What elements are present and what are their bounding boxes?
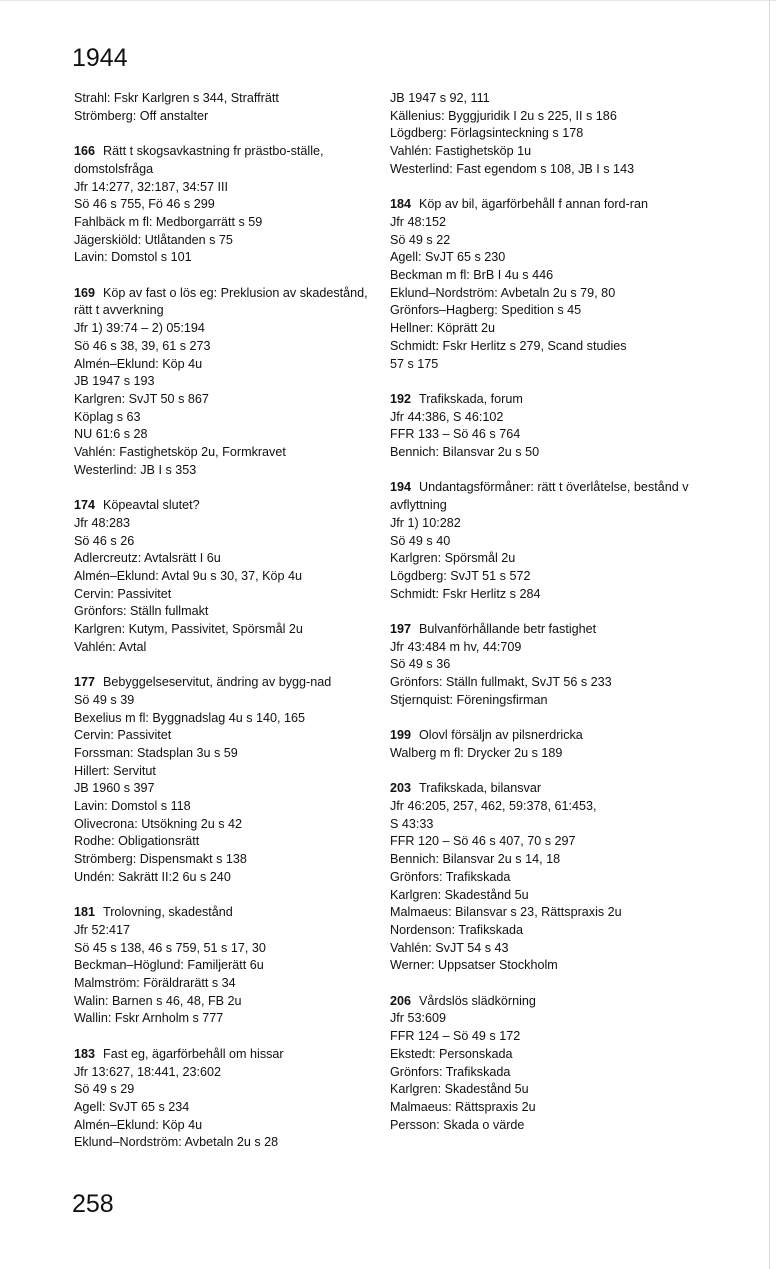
reference-line: Olivecrona: Utsökning 2u s 42 <box>74 816 243 831</box>
reference-line: Werner: Uppsatser Stockholm <box>390 958 558 973</box>
case-title: Köp av fast o lös eg: Preklusion av skadestånd, rätt t avverkning <box>74 285 368 318</box>
reference-line: Sö 45 s 138, 46 s 759, 51 s 17, 30 <box>74 940 266 955</box>
case-entry <box>74 497 374 656</box>
reference-line: Sö 46 s 755, Fö 46 s 299 <box>74 197 215 212</box>
reference-line: Cervin: Passivitet <box>74 586 172 601</box>
reference-line: Agell: SvJT 65 s 230 <box>390 250 506 265</box>
case-title: Rätt t skogsavkastning fr prästbo-ställe, domstolsfråga <box>74 144 324 176</box>
reference-line: Westerlind: JB I s 353 <box>74 462 197 477</box>
case-title: Undantagsförmåner: rätt t överlåtelse, bestånd v avflyttning <box>390 480 689 513</box>
reference-line: Grönfors–Hagberg: Spedition s 45 <box>390 303 582 318</box>
page-right-edge <box>769 0 770 1269</box>
reference-line: Karlgren: Spörsmål 2u <box>390 551 516 566</box>
reference-line: Vahlén: Avtal <box>74 639 147 654</box>
case-number: 169 <box>74 285 96 300</box>
reference-line: Jfr 1) 10:282 <box>390 515 461 530</box>
right-column <box>390 90 705 1152</box>
case-heading <box>390 727 705 745</box>
reference-line: Jfr 48:283 <box>74 515 131 530</box>
case-heading <box>74 1046 374 1064</box>
reference-line: Wallin: Fskr Arnholm s 777 <box>74 1011 224 1026</box>
reference-line: Lögdberg: Förlagsinteckning s 178 <box>390 126 584 141</box>
reference-line: Strahl: Fskr Karlgren s 344, Straffrätt <box>74 91 279 105</box>
reference-line: Walin: Barnen s 46, 48, FB 2u <box>74 993 242 1008</box>
reference-line: Stjernquist: Föreningsfirman <box>390 692 548 707</box>
reference-line: Karlgren: SvJT 50 s 867 <box>74 391 209 406</box>
case-number: 166 <box>74 144 96 159</box>
reference-line: Almén–Eklund: Köp 4u <box>74 356 203 371</box>
reference-line: Beckman m fl: BrB I 4u s 446 <box>390 268 554 283</box>
reference-line: Karlgren: Skadestånd 5u <box>390 1082 529 1097</box>
reference-line: Sö 49 s 40 <box>390 533 451 548</box>
page-number: 258 <box>72 1190 114 1218</box>
reference-line: Walberg m fl: Drycker 2u s 189 <box>390 745 563 760</box>
reference-line: Lögdberg: SvJT 51 s 572 <box>390 568 531 583</box>
reference-line: Westerlind: Fast egendom s 108, JB I s 143 <box>390 161 635 176</box>
reference-line: Jfr 13:627, 18:441, 23:602 <box>74 1064 222 1079</box>
case-heading <box>74 904 374 922</box>
case-heading <box>74 285 374 320</box>
reference-line: Malmaeus: Rättspraxis 2u <box>390 1099 536 1114</box>
reference-line: Nordenson: Trafikskada <box>390 922 524 937</box>
left-column <box>74 90 374 1170</box>
reference-line: Strömberg: Dispensmakt s 138 <box>74 852 247 867</box>
reference-line: FFR 120 – Sö 46 s 407, 70 s 297 <box>390 834 576 849</box>
case-heading <box>390 993 705 1011</box>
case-title: Trafikskada, bilansvar <box>419 781 542 796</box>
reference-line: Almén–Eklund: Köp 4u <box>74 1117 203 1132</box>
case-heading <box>390 621 705 639</box>
reference-line: Jfr 48:152 <box>390 214 447 229</box>
reference-line: Almén–Eklund: Avtal 9u s 30, 37, Köp 4u <box>74 568 303 583</box>
case-entry <box>74 904 374 1028</box>
reference-line: Vahlén: Fastighetsköp 1u <box>390 144 532 159</box>
reference-line: Källenius: Byggjuridik I 2u s 225, II s 186 <box>390 108 617 123</box>
reference-line: Schmidt: Fskr Herlitz s 284 <box>390 586 541 601</box>
reference-line: Strömberg: Off anstalter <box>74 108 209 123</box>
reference-line: Vahlén: Fastighetsköp 2u, Formkravet <box>74 445 286 460</box>
reference-line: Bennich: Bilansvar 2u s 14, 18 <box>390 852 561 867</box>
reference-line: Malmström: Föräldrarätt s 34 <box>74 976 236 991</box>
reference-line: Jfr 53:609 <box>390 1011 447 1026</box>
reference-line: Persson: Skada o värde <box>390 1117 525 1132</box>
case-title: Vårdslös slädkörning <box>419 993 536 1008</box>
reference-line: Jfr 52:417 <box>74 922 131 937</box>
reference-line: Eklund–Nordström: Avbetaln 2u s 28 <box>74 1135 279 1150</box>
reference-line: Cervin: Passivitet <box>74 728 172 743</box>
reference-line: FFR 133 – Sö 46 s 764 <box>390 427 521 442</box>
case-title: Bebyggelseservitut, ändring av bygg-nad <box>103 675 332 690</box>
case-heading <box>390 479 705 514</box>
reference-line: JB 1947 s 193 <box>74 374 155 389</box>
reference-line: Beckman–Höglund: Familjerätt 6u <box>74 958 264 973</box>
reference-line: Eklund–Nordström: Avbetaln 2u s 79, 80 <box>390 285 616 300</box>
reference-line: Sö 49 s 39 <box>74 692 135 707</box>
reference-line: 57 s 175 <box>390 356 439 371</box>
reference-line: Sö 49 s 29 <box>74 1082 135 1097</box>
case-entry <box>390 90 705 179</box>
reference-line: Rodhe: Obligationsrätt <box>74 834 200 849</box>
case-entry <box>74 1046 374 1152</box>
case-title: Köp av bil, ägarförbehåll f annan ford-ran <box>419 197 648 212</box>
reference-line: Karlgren: Kutym, Passivitet, Spörsmål 2u <box>74 622 303 637</box>
case-entry <box>74 143 374 267</box>
case-number: 197 <box>390 622 412 637</box>
reference-line: Malmaeus: Bilansvar s 23, Rättspraxis 2u <box>390 905 622 920</box>
case-number: 181 <box>74 905 96 920</box>
reference-line: Jägerskiöld: Utlåtanden s 75 <box>74 232 233 247</box>
reference-line: Bexelius m fl: Byggnadslag 4u s 140, 165 <box>74 710 306 725</box>
case-number: 192 <box>390 391 412 406</box>
reference-line: Vahlén: SvJT 54 s 43 <box>390 940 509 955</box>
case-title: Trolovning, skadestånd <box>103 905 233 920</box>
reference-line: Fahlbäck m fl: Medborgarrätt s 59 <box>74 214 263 229</box>
case-entry <box>390 727 705 762</box>
case-heading <box>74 143 374 178</box>
case-number: 199 <box>390 728 412 743</box>
case-entry <box>390 391 705 462</box>
reference-line: Ekstedt: Personskada <box>390 1046 513 1061</box>
reference-line: Sö 46 s 38, 39, 61 s 273 <box>74 338 211 353</box>
reference-line: Karlgren: Skadestånd 5u <box>390 887 529 902</box>
reference-line: Jfr 44:386, S 46:102 <box>390 409 504 424</box>
reference-line: JB 1960 s 397 <box>74 781 155 796</box>
reference-line: Sö 49 s 36 <box>390 657 451 672</box>
reference-line: Grönfors: Ställn fullmakt, SvJT 56 s 233 <box>390 675 612 690</box>
reference-line: Hellner: Köprätt 2u <box>390 321 496 336</box>
reference-line: Grönfors: Trafikskada <box>390 1064 511 1079</box>
case-entry <box>390 479 705 603</box>
case-number: 203 <box>390 781 412 796</box>
case-number: 194 <box>390 480 412 495</box>
case-heading <box>74 497 374 515</box>
reference-line: Jfr 1) 39:74 – 2) 05:194 <box>74 321 205 336</box>
reference-line: Forssman: Stadsplan 3u s 59 <box>74 745 238 760</box>
reference-line: Lavin: Domstol s 101 <box>74 250 192 265</box>
case-number: 183 <box>74 1046 96 1061</box>
case-title: Trafikskada, forum <box>419 391 523 406</box>
page-top-edge <box>0 0 776 1</box>
reference-line: Grönfors: Trafikskada <box>390 869 511 884</box>
page-year-heading: 1944 <box>72 44 128 72</box>
case-entry <box>390 196 705 373</box>
reference-line: Schmidt: Fskr Herlitz s 279, Scand studies <box>390 338 627 353</box>
reference-line: NU 61:6 s 28 <box>74 427 148 442</box>
reference-line: Jfr 46:205, 257, 462, 59:378, 61:453, <box>390 799 597 814</box>
case-number: 174 <box>74 498 96 513</box>
reference-line: Lavin: Domstol s 118 <box>74 799 191 814</box>
case-entry <box>390 993 705 1135</box>
case-title: Köpeavtal slutet? <box>103 498 200 513</box>
reference-line: Bennich: Bilansvar 2u s 50 <box>390 445 540 460</box>
case-heading <box>74 674 374 692</box>
case-entry <box>390 621 705 710</box>
case-number: 177 <box>74 675 96 690</box>
reference-line: Jfr 14:277, 32:187, 34:57 III <box>74 179 229 194</box>
reference-line: Sö 49 s 22 <box>390 232 451 247</box>
case-heading <box>390 196 705 214</box>
reference-line: Agell: SvJT 65 s 234 <box>74 1099 190 1114</box>
reference-line: FFR 124 – Sö 49 s 172 <box>390 1029 521 1044</box>
case-heading <box>390 780 705 798</box>
reference-line: S 43:33 <box>390 816 434 831</box>
reference-line: Hillert: Servitut <box>74 763 156 778</box>
reference-line: Sö 46 s 26 <box>74 533 135 548</box>
case-entry <box>74 285 374 480</box>
case-title: Olovl försäljn av pilsnerdricka <box>419 728 583 743</box>
reference-line: JB 1947 s 92, 111 <box>390 91 490 105</box>
case-number: 206 <box>390 993 412 1008</box>
case-entry <box>74 674 374 886</box>
reference-line: Adlercreutz: Avtalsrätt I 6u <box>74 551 221 566</box>
reference-line: Köplag s 63 <box>74 409 141 424</box>
case-entry <box>390 780 705 975</box>
reference-line: Jfr 43:484 m hv, 44:709 <box>390 639 522 654</box>
case-title: Fast eg, ägarförbehåll om hissar <box>103 1046 284 1061</box>
case-entry <box>74 90 374 125</box>
case-heading <box>390 391 705 409</box>
case-number: 184 <box>390 197 412 212</box>
reference-line: Undén: Sakrätt II:2 6u s 240 <box>74 869 231 884</box>
case-title: Bulvanförhållande betr fastighet <box>419 622 597 637</box>
reference-line: Grönfors: Ställn fullmakt <box>74 604 209 619</box>
